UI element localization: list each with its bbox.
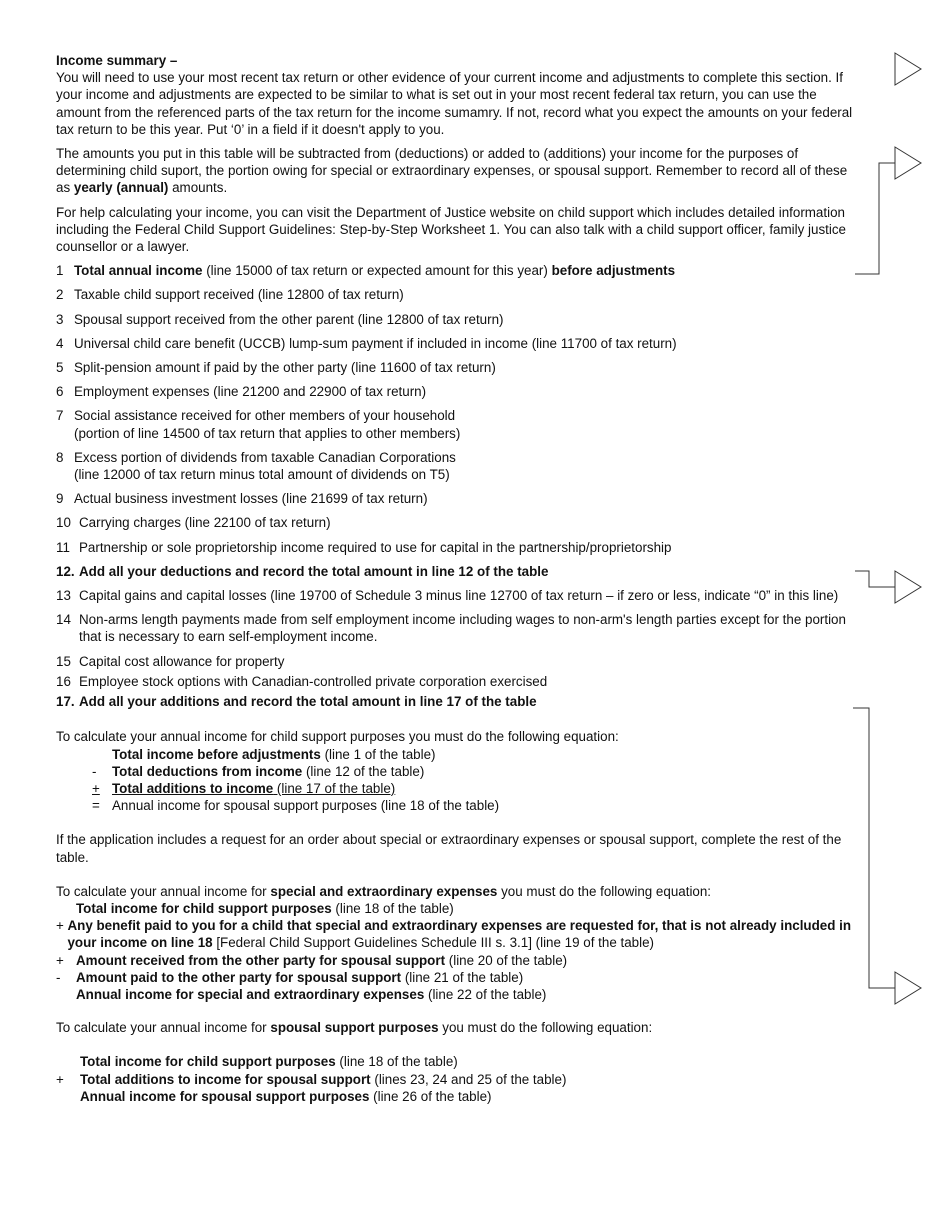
line-item-12: 12. Add all your deductions and record the total amount in line 12 of the table — [56, 563, 549, 579]
bracket-line — [853, 708, 895, 988]
equation-row: Annual income for spousal support purposes (line 26 of the table) — [80, 1088, 492, 1104]
line-item: 9 Actual business investment losses (line 21699 of tax return) — [56, 491, 428, 507]
line-item: 11 Partnership or sole proprietorship income required to use for capital in the partnership/proprietorship — [56, 539, 672, 555]
equation-row: Total income for child support purposes (line 18 of the table) — [76, 900, 454, 916]
equation-row: + Amount received from the other party for spousal support (line 20 of the table) — [56, 952, 568, 968]
line-item: 6 Employment expenses (line 21200 and 22900 of tax return) — [56, 384, 427, 400]
equation-row: + Total additions to income (line 17 of the table) — [92, 780, 396, 796]
special-expenses-equation — [56, 883, 856, 1003]
triangle-arrow-icon[interactable] — [895, 972, 921, 1004]
section-heading: Income summary – — [56, 53, 178, 68]
triangle-arrow-icon[interactable] — [895, 571, 921, 603]
line-item: 5 Split-pension amount if paid by the other party (line 11600 of tax return) — [56, 360, 496, 376]
line-item: 8 Excess portion of dividends from taxable Canadian Corporations (line 12000 of tax return minus total amount of dividends on T5) — [56, 449, 456, 483]
line-item: 14 Non-arms length payments made from self employment income including wages to non-arm's length parties except for the portion that is necessary to earn self-employment income. — [56, 612, 846, 645]
equation-intro: To calculate your annual income for special and extraordinary expenses you must do the following equation: — [56, 883, 712, 899]
line-item: 7 Social assistance received for other members of your household (portion of line 14500 of tax return that applies to other members) — [56, 408, 461, 441]
line-item: 13 Capital gains and capital losses (line 19700 of Schedule 3 minus line 12700 of tax return – if zero or less, indicate “0” in this line) — [56, 588, 839, 604]
line-item: 15 Capital cost allowance for property — [56, 653, 285, 669]
equation-row: Total income for child support purposes (line 18 of the table) — [80, 1054, 458, 1070]
equation-row: + Total additions to income for spousal support (lines 23, 24 and 25 of the table) — [56, 1071, 567, 1087]
equation-intro: To calculate your annual income for child support purposes you must do the following equation: — [56, 729, 619, 745]
equation-row: - Total deductions from income (line 12 of the table) — [92, 763, 425, 779]
line-item-17: 17. Add all your additions and record the total amount in line 17 of the table — [56, 694, 537, 710]
bracket-line — [855, 163, 895, 274]
triangle-arrow-icon[interactable] — [895, 147, 921, 179]
line-item: 3 Spousal support received from the other parent (line 12800 of tax return) — [56, 311, 504, 327]
equation-row: Total income before adjustments (line 1 of the table) — [112, 746, 436, 762]
deductions-paragraph: The amounts you put in this table will be subtracted from (deductions) or added to (additions) your income for the purposes of determining child suport, the portion owing for special or extraordinary expenses, or spousal support. Remember to record all of these as yearly (annual) amounts. — [56, 146, 848, 196]
bracket-line — [855, 571, 895, 587]
income-summary-section — [56, 52, 856, 1105]
equation-row: - Amount paid to the other party for spousal support (line 21 of the table) — [56, 969, 524, 985]
equation-row: Annual income for special and extraordinary expenses (line 22 of the table) — [76, 986, 547, 1002]
equation-row: + Any benefit paid to you for a child that special and extraordinary expenses are requested for, that is not already included in your income on line 18 [Federal Child Support Guidelines Schedule III s. 3.1] (line 19 of the table) — [56, 918, 852, 951]
triangle-arrow-icon[interactable] — [895, 53, 921, 85]
help-paragraph: For help calculating your income, you can visit the Department of Justice website on child support which includes detailed information including the Federal Child Support Guidelines: Step-by-Step Worksheet 1. You can also talk with a child support officer, family justice counsellor or a lawyer. — [56, 204, 846, 255]
equation-row: = Annual income for spousal support purposes (line 18 of the table) — [92, 798, 500, 814]
line-item: 2 Taxable child support received (line 12800 of tax return) — [56, 287, 404, 303]
line-item-1: 1 Total annual income (line 15000 of tax return or expected amount for this year) before adjustments — [56, 263, 676, 279]
intro-paragraph: You will need to use your most recent tax return or other evidence of your current income and adjustments to complete this section. If your income and adjustments are expected to be similar to what is set out in your most recent federal tax return, you can use the amount from the referenced parts of the tax return for the income sumamry. If not, record what you expect the amounts on your federal tax return to be this year. Put ‘0’ in a field if it doesn't apply to you. — [56, 70, 853, 137]
line-item: 10 Carrying charges (line 22100 of tax return) — [56, 515, 331, 531]
line-item: 16 Employee stock options with Canadian-controlled private corporation exercised — [56, 673, 548, 689]
child-support-equation — [56, 728, 856, 814]
equation-intro: To calculate your annual income for spousal support purposes you must do the following equation: — [56, 1020, 653, 1036]
application-note: If the application includes a request for an order about special or extraordinary expenses or spousal support, complete the rest of the table. — [56, 832, 842, 865]
spousal-support-equation — [56, 1019, 856, 1105]
line-item: 4 Universal child care benefit (UCCB) lump-sum payment if included in income (line 11700 of tax return) — [56, 335, 677, 351]
